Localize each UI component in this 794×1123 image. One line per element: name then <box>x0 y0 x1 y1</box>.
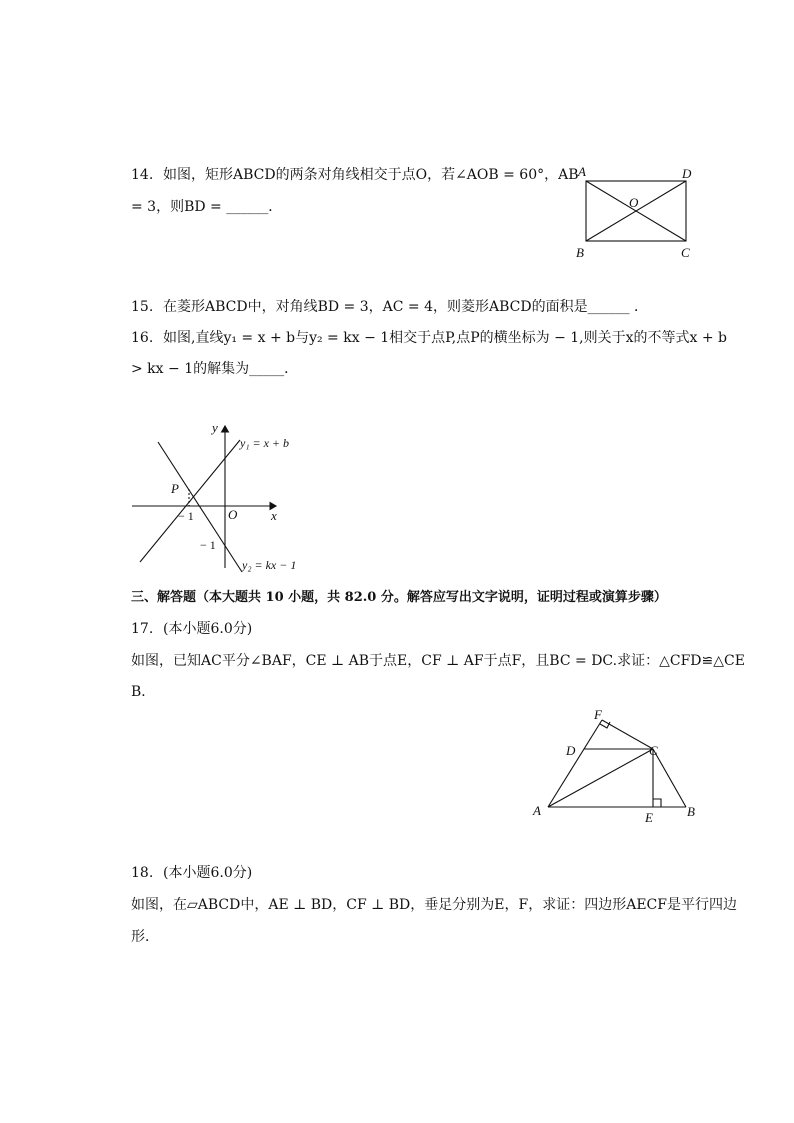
q17-number: 17. <box>131 621 154 637</box>
label-o: O <box>629 195 639 210</box>
q17-text-2: B． <box>131 684 156 700</box>
q16-line-1 <box>131 329 727 347</box>
q14-number: 14. <box>131 167 154 183</box>
q16-graph-figure <box>128 418 318 580</box>
q18-text-2: 形． <box>131 929 159 945</box>
line-y2-label: y₂ = kx − 1 <box>242 558 297 572</box>
line-af <box>548 720 602 807</box>
right-angle-f <box>600 722 610 728</box>
q18-line-2 <box>131 928 159 946</box>
q17-triangle-figure <box>528 703 703 828</box>
q14-rectangle-figure <box>572 163 702 263</box>
label-f: F <box>594 707 602 722</box>
q14-text-1: 如图，矩形ABCD的两条对角线相交于点O，若∠AOB = 60°，AB <box>163 167 579 183</box>
q18-text-1: 如图，在▱ABCD中，AE ⊥ BD，CF ⊥ BD，垂足分别为E，F，求证：四边形AECF是平行四边 <box>131 897 737 913</box>
label-c: C <box>649 743 658 758</box>
y-tick-label: − 1 <box>200 538 216 552</box>
q16-line-2 <box>131 360 298 378</box>
label-b: B <box>576 245 584 260</box>
q17-text-1: 如图，已知AC平分∠BAF，CE ⊥ AB于点E，CF ⊥ AF于点F，且BC = DC.求证：△CFD≌△CE <box>131 653 745 669</box>
origin-label: O <box>228 507 238 522</box>
q18-score: (本小题6.0分) <box>163 865 253 881</box>
q17-score: (本小题6.0分) <box>163 621 253 637</box>
q14-text-2: = 3，则BD = ______． <box>131 199 283 215</box>
label-b: B <box>687 804 695 819</box>
q16-number: 16. <box>131 330 154 346</box>
q17-line-2 <box>131 683 155 701</box>
label-c: C <box>681 245 690 260</box>
q16-text-1: 如图,直线y₁ = x + b与y₂ = kx − 1相交于点P,点P的横坐标为 − 1,则关于x的不等式x + b <box>163 330 727 346</box>
x-tick-label: − 1 <box>178 509 194 523</box>
line-y1-label: y₁ = x + b <box>240 436 290 450</box>
q18-header <box>131 864 252 882</box>
right-angle-e <box>653 799 661 807</box>
q15-number: 15. <box>131 299 154 315</box>
label-d: D <box>566 743 576 758</box>
label-d: D <box>682 166 692 181</box>
section-3-header: 三、解答题（本大题共 10 小题，共 82.0 分。解答应写出文字说明，证明过程或演算步骤） <box>131 590 667 605</box>
q15-line <box>131 298 648 316</box>
q17-line-1 <box>131 652 745 670</box>
label-e: E <box>645 810 653 825</box>
q17-header <box>131 620 252 638</box>
line-cb <box>653 749 686 807</box>
q18-number: 18. <box>131 865 154 881</box>
point-p-label: P <box>171 481 179 496</box>
label-a: A <box>533 803 541 818</box>
q16-text-2: > kx − 1的解集为_____． <box>131 361 299 377</box>
x-axis-label: x <box>271 508 277 523</box>
line-ac <box>548 749 653 807</box>
y-axis-label: y <box>212 420 218 435</box>
q18-line-1 <box>131 896 737 914</box>
line-fc <box>602 720 653 749</box>
q14-line-2 <box>131 198 282 216</box>
label-a: A <box>578 164 586 179</box>
q14-line-1 <box>131 166 579 184</box>
q15-text: 在菱形ABCD中，对角线BD = 3，AC = 4，则菱形ABCD的面积是______ ． <box>163 299 649 315</box>
